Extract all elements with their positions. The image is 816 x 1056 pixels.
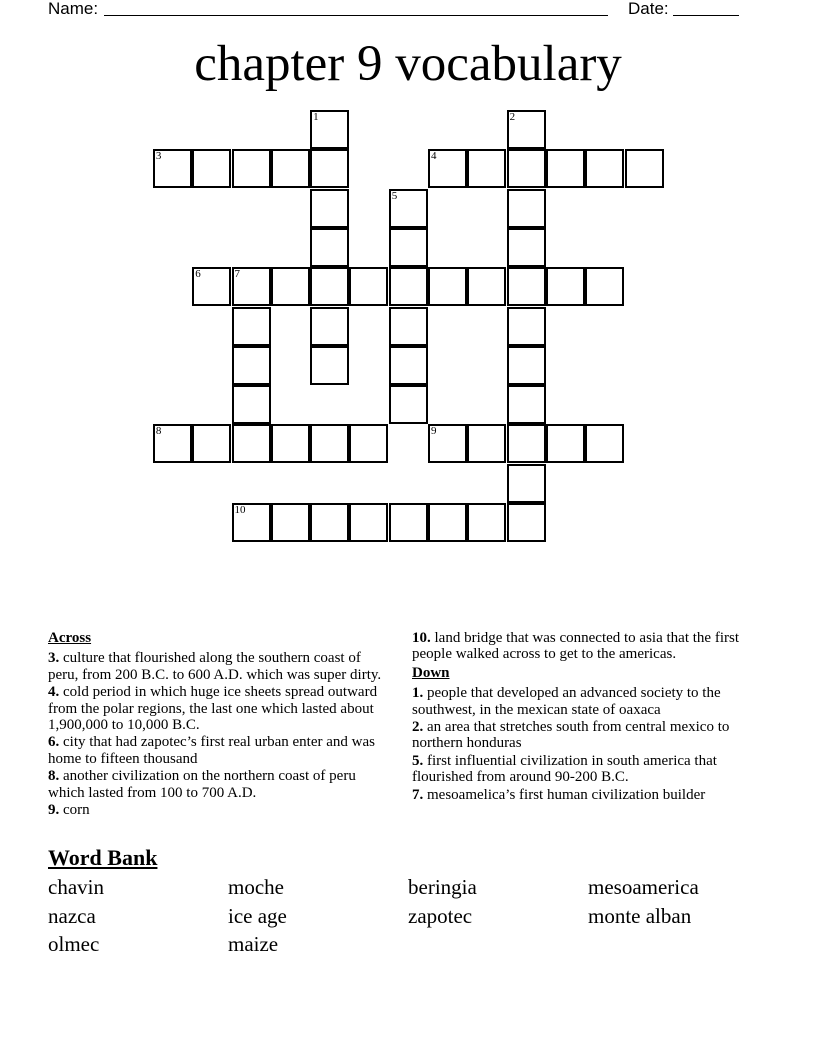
crossword-cell[interactable] xyxy=(232,267,271,306)
crossword-cell[interactable] xyxy=(192,267,231,306)
clue-text: mesoamelica’s first human civilization builder xyxy=(423,786,706,803)
clue-number: 6 xyxy=(195,268,201,281)
crossword-cell[interactable] xyxy=(271,149,310,188)
word-bank-item: chavin xyxy=(48,875,104,899)
crossword-cell[interactable] xyxy=(349,424,388,463)
crossword-cell[interactable] xyxy=(507,346,546,385)
crossword-cell[interactable] xyxy=(192,149,231,188)
date-label: Date: xyxy=(628,0,669,18)
crossword-cell[interactable] xyxy=(467,267,506,306)
crossword-cell[interactable] xyxy=(507,189,546,228)
crossword-cell[interactable] xyxy=(546,424,585,463)
clue-number: 5 xyxy=(391,189,398,202)
crossword-cell[interactable] xyxy=(310,149,349,188)
clue-text: corn xyxy=(59,802,90,819)
clue-text: city that had zapotec’s first real urban enter and was home to fifteen thousand xyxy=(48,734,375,767)
crossword-cell[interactable] xyxy=(546,267,585,306)
clues-left-column xyxy=(48,630,393,819)
crossword-cell[interactable] xyxy=(310,267,349,306)
crossword-cell[interactable] xyxy=(232,307,271,346)
clue xyxy=(412,685,762,718)
crossword-cell[interactable] xyxy=(389,346,428,385)
crossword-cell[interactable] xyxy=(507,110,546,149)
clue-text: cold period in which huge ice sheets spread outward from the polar regions, the last one which lasted about 1,900,000 to 10,000 B.C. xyxy=(48,684,378,734)
crossword-cell[interactable] xyxy=(192,424,231,463)
crossword-cell[interactable] xyxy=(428,503,467,542)
clue xyxy=(48,650,393,683)
crossword-cell[interactable] xyxy=(153,424,192,463)
clue-number: 5. xyxy=(412,752,424,769)
crossword-cell[interactable] xyxy=(428,149,467,188)
crossword-cell[interactable] xyxy=(271,503,310,542)
crossword-cell[interactable] xyxy=(507,307,546,346)
clue-number: 3 xyxy=(155,150,162,163)
crossword-cell[interactable] xyxy=(507,228,546,267)
crossword-cell[interactable] xyxy=(389,503,428,542)
crossword-cell[interactable] xyxy=(467,149,506,188)
across-clue-list xyxy=(48,650,393,818)
crossword-cell[interactable] xyxy=(232,385,271,424)
clue-number: 9. xyxy=(48,802,60,819)
word-bank-title: Word Bank xyxy=(48,845,158,870)
clue xyxy=(412,719,762,752)
clue-number: 7 xyxy=(234,268,240,281)
crossword-cell[interactable] xyxy=(507,503,546,542)
clue xyxy=(412,753,762,786)
crossword-cell[interactable] xyxy=(232,149,271,188)
clue-number: 6. xyxy=(48,734,60,751)
clue-text: first influential civilization in south america that flourished from around 90-200 B.C. xyxy=(412,752,717,786)
across-clue-list-continued xyxy=(412,630,762,663)
crossword-cell[interactable] xyxy=(389,267,428,306)
clue-text: an area that stretches south from central mexico to northern honduras xyxy=(412,719,730,752)
crossword-cell[interactable] xyxy=(585,267,624,306)
clue-number: 8 xyxy=(155,425,162,438)
clue-number: 10. xyxy=(412,630,431,646)
clue-number: 1 xyxy=(313,111,319,123)
clue xyxy=(48,684,393,733)
crossword-cell[interactable] xyxy=(585,424,624,463)
crossword-cell[interactable] xyxy=(389,385,428,424)
crossword-cell[interactable] xyxy=(389,307,428,346)
crossword-cell[interactable] xyxy=(467,424,506,463)
down-heading: Down xyxy=(412,664,450,681)
word-bank-item: olmec xyxy=(48,932,100,956)
clue-number: 3. xyxy=(48,650,60,667)
word-bank-item: zapotec xyxy=(408,903,473,928)
crossword-cell[interactable] xyxy=(232,424,271,463)
word-bank-item: nazca xyxy=(48,903,96,928)
word-bank-item: maize xyxy=(228,932,279,956)
name-label: Name: xyxy=(48,0,99,18)
crossword-cell[interactable] xyxy=(467,503,506,542)
clue xyxy=(48,802,393,818)
clues-right-column xyxy=(412,630,762,804)
crossword-cell[interactable] xyxy=(507,385,546,424)
crossword-cell[interactable] xyxy=(310,503,349,542)
clue-number: 4 xyxy=(431,150,437,163)
word-bank-item: monte alban xyxy=(588,903,692,928)
clue-number: 4. xyxy=(48,684,60,701)
crossword-cell[interactable] xyxy=(271,267,310,306)
clue-text: people that developed an advanced society to the southwest, in the mexican state of oaxaca xyxy=(412,685,721,718)
crossword-cell[interactable] xyxy=(585,149,624,188)
clue-number: 7. xyxy=(412,786,424,803)
crossword-cell[interactable] xyxy=(310,346,349,385)
clue xyxy=(48,734,393,767)
crossword-cell[interactable] xyxy=(546,149,585,188)
down-clue-list xyxy=(412,685,762,803)
crossword-cell[interactable] xyxy=(232,346,271,385)
crossword-cell[interactable] xyxy=(349,267,388,306)
crossword-cell[interactable] xyxy=(625,149,664,188)
crossword-cell[interactable] xyxy=(271,424,310,463)
crossword-cell[interactable] xyxy=(310,110,349,149)
crossword-cell[interactable] xyxy=(507,464,546,503)
crossword-cell[interactable] xyxy=(232,503,271,542)
crossword-cell[interactable] xyxy=(507,424,546,463)
clue-number: 8. xyxy=(48,768,60,785)
clue xyxy=(412,787,762,803)
word-bank-item: moche xyxy=(228,875,284,899)
clue-number: 10 xyxy=(234,504,246,516)
clue xyxy=(48,768,393,801)
crossword-cell[interactable] xyxy=(428,267,467,306)
crossword-cell[interactable] xyxy=(310,307,349,346)
crossword-cell[interactable] xyxy=(310,189,349,228)
clue-text: another civilization on the northern coast of peru which lasted from 100 to 700 A.D. xyxy=(48,768,356,801)
crossword-cell[interactable] xyxy=(507,267,546,306)
crossword-cell[interactable] xyxy=(389,228,428,267)
word-bank-item: beringia xyxy=(408,875,477,899)
clue-number: 1. xyxy=(412,685,424,702)
clue-number: 2 xyxy=(509,111,516,123)
crossword-cell[interactable] xyxy=(389,189,428,228)
clue xyxy=(412,630,762,663)
crossword-cell[interactable] xyxy=(310,424,349,463)
clue-text: land bridge that was connected to asia that the first people walked across to get to the americas. xyxy=(412,630,739,663)
page-title: chapter 9 vocabulary xyxy=(194,36,622,92)
crossword-cell[interactable] xyxy=(310,228,349,267)
clue-number: 9 xyxy=(431,425,437,438)
crossword-cell[interactable] xyxy=(153,149,192,188)
across-heading: Across xyxy=(48,630,92,646)
crossword-cell[interactable] xyxy=(428,424,467,463)
clue-number: 2. xyxy=(412,719,424,736)
word-bank-item: mesoamerica xyxy=(588,875,699,899)
crossword-cell[interactable] xyxy=(349,503,388,542)
clue-text: culture that flourished along the southern coast of peru, from 200 B.C. to 600 A.D. which was super dirty. xyxy=(48,650,382,683)
word-bank-item: ice age xyxy=(228,903,287,928)
crossword-cell[interactable] xyxy=(507,149,546,188)
